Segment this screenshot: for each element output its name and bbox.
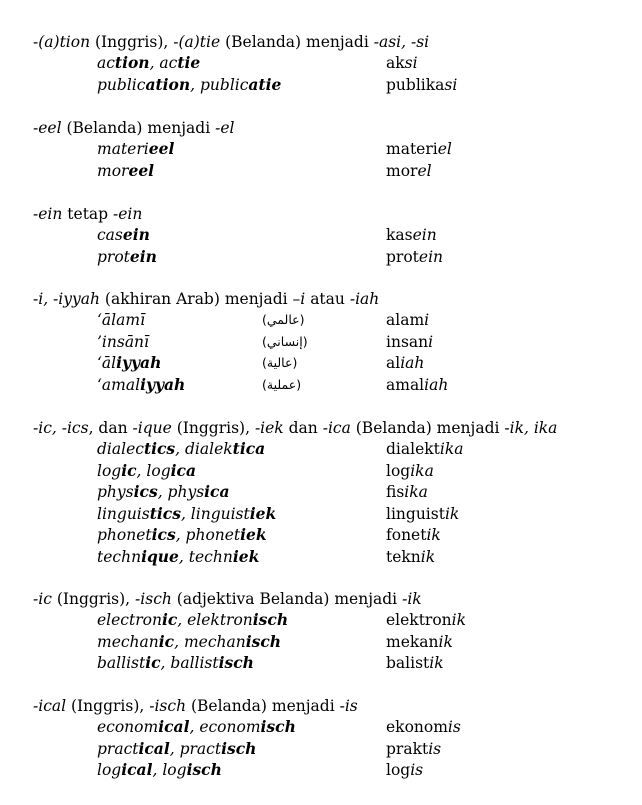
heading-text: -ein [113,205,143,223]
source-term-part: , ac [149,54,178,72]
example-row [0,760,642,780]
target-term-part: ekonom [386,718,448,736]
target-term-part: si [444,75,458,94]
source-term-part: phys [97,483,134,501]
source-term-part: isch [252,610,289,629]
target-term-part: is [410,761,424,779]
source-term-part: , econom [189,718,261,736]
target-term [386,225,437,245]
source-term [97,760,222,780]
source-term [97,461,196,481]
heading-text: (Belanda) menjadi [220,33,374,51]
source-term-part: , mechan [174,632,246,651]
example-row [0,610,642,630]
example-row [0,75,642,95]
target-term [386,161,432,181]
source-term [97,247,157,267]
target-term [386,525,441,545]
target-term-part: ik [444,504,460,523]
source-term-part: , phys [157,483,205,501]
source-term [97,53,200,73]
source-term-part: , log [136,461,171,480]
heading-text: tetap [62,205,114,223]
example-row [0,225,642,245]
source-term-part: log [97,761,122,779]
target-term [386,353,424,373]
target-term-part: al [386,354,401,372]
source-term-part: , log [152,761,187,779]
heading-text: , dan [88,419,133,437]
source-term-part: isch [260,717,296,736]
source-term-part: ics [133,482,158,501]
source-term-part: ical [138,738,170,758]
heading-text: atau [305,290,350,308]
target-term [386,439,463,459]
target-term-part: ika [410,461,434,480]
source-term-part: ica [204,482,230,501]
heading-text: -(a)tion [33,33,91,51]
target-term-part: i [428,332,434,351]
source-term-part: dialec [97,440,144,458]
rule-heading [33,118,234,138]
source-term-part: ic [158,631,175,651]
target-term-part: is [428,739,442,758]
heading-text: (Belanda) menjadi [350,419,505,437]
source-term [97,504,276,524]
heading-text: -iah [349,290,380,308]
target-term-part: i [424,311,430,329]
source-term-part: , public [190,75,249,94]
heading-text: (Inggris), [66,697,150,715]
example-row [0,504,642,524]
target-term-part: mekan [386,632,439,651]
example-row [0,353,642,373]
source-term-part: isch [218,653,254,672]
source-term [97,439,265,459]
target-term [386,75,457,95]
source-term-part: ica [170,460,196,480]
target-term-part: ik [429,654,444,672]
source-term-part: tics [143,439,176,458]
target-term-part: mor [386,161,418,180]
heading-text: (adjektiva Belanda) menjadi [171,590,403,608]
source-term [97,139,174,159]
target-term [386,247,443,267]
example-row [0,375,642,395]
target-term-part: log [386,461,411,480]
source-term-part: prot [97,247,130,266]
source-term-part: eel [128,160,155,180]
rule-heading [33,204,142,224]
source-term-part: electron [97,611,162,629]
heading-text: (Inggris), [51,590,136,608]
target-term-part: balist [386,654,430,672]
source-term [97,739,256,759]
heading-text: -is [339,697,358,715]
target-term [386,547,435,567]
heading-text: -(a)tie [173,33,221,51]
target-term-part: alam [386,311,425,329]
target-term-part: ik [438,632,453,651]
source-term-part: , elektron [177,611,253,629]
target-term-part: tekn [386,547,421,566]
heading-text: (akhiran Arab) menjadi [99,290,293,308]
target-term-part: fis [386,483,405,501]
source-term-part: ation [145,74,191,94]
source-term-part: ‘amal [97,375,141,394]
source-term-part: iyyah [116,353,162,372]
source-term-part: ‘ālamī [97,311,146,329]
target-term [386,139,452,159]
source-term-part: ical [121,760,153,779]
target-term-part: prot [386,247,419,266]
target-term-part: fonet [386,526,427,544]
target-term-part: insan [386,332,429,351]
arabic-term: (عالمي) [262,312,305,327]
source-term-part: ic [161,610,178,629]
source-term-part: eel [148,139,175,158]
heading-text: -ique [132,419,172,437]
source-term [97,75,281,95]
target-term [386,610,466,630]
source-term [97,653,254,673]
heading-text: -isch [149,697,187,715]
source-term-part: iek [240,525,267,544]
source-term-part: ’insānī [97,332,150,351]
source-term-part: techn [97,547,142,566]
target-term-part: is [447,718,461,736]
target-term [386,310,429,330]
heading-text: -ik [402,590,422,608]
rule-heading [33,418,557,438]
target-term [386,760,423,780]
target-term-part: ika [404,483,428,501]
source-term-part: , pract [169,739,222,758]
heading-text: -ein [33,205,63,223]
arabic-term: (إنساني) [262,333,308,349]
source-term [97,717,296,737]
target-term-part: el [417,161,432,180]
target-term-part: amal [386,375,425,394]
target-term-part: ik [451,611,467,629]
target-term-part: iah [400,354,425,372]
target-term-part: ik [426,526,441,544]
target-term-part: kas [386,226,413,244]
target-term-part: elektron [386,611,452,629]
target-term-part: ika [439,440,464,458]
source-term-part: isch [245,631,282,651]
target-term [386,653,444,673]
source-term-part: iyyah [140,374,186,394]
target-term [386,504,459,524]
target-term-part: si [404,54,418,72]
target-term-part: prakt [386,739,429,758]
example-row [0,653,642,673]
heading-text: -iek [254,419,284,437]
heading-text: (Inggris), [90,33,174,51]
source-term-part: ique [141,546,179,566]
example-row [0,547,642,567]
target-term [386,375,448,395]
target-term-part: publika [386,75,445,94]
source-term-part: ein [122,225,150,244]
heading-text: -eel [33,119,62,137]
source-term-part: ical [158,717,190,736]
source-term [97,225,150,245]
source-term [97,375,185,395]
source-term [97,482,230,502]
source-term [97,525,267,545]
target-term-part: materi [386,140,438,158]
source-term-part: phonet [97,526,152,544]
heading-text: -el [215,119,235,137]
source-term-part: cas [97,226,123,244]
source-term-part: mor [97,161,129,180]
source-term-part: , techn [178,547,233,566]
source-term-part: log [97,461,122,480]
source-term-part: linguis [97,504,150,523]
source-term-part: public [97,75,146,94]
heading-text: (Inggris), [171,419,255,437]
source-term-part: , linguist [180,504,250,523]
example-row [0,461,642,481]
example-row [0,53,642,73]
source-term [97,353,161,373]
target-term [386,739,441,759]
example-row [0,482,642,502]
rule-heading [33,289,379,309]
source-term-part: , dialek [175,440,233,458]
target-term-part: ein [412,226,437,244]
example-row [0,632,642,652]
heading-text: -i, -iyyah [33,290,100,308]
source-term [97,610,288,630]
source-term-part: iek [249,503,277,523]
heading-text: -isch [135,590,172,608]
source-term-part: isch [186,760,222,779]
source-term-part: tie [177,53,201,72]
heading-text: -asi, -si [373,33,430,51]
heading-text: (Belanda) menjadi [61,119,216,137]
heading-text: (Belanda) menjadi [186,697,340,715]
example-row [0,247,642,267]
target-term-part: ak [386,54,405,72]
source-term-part: , phonet [175,526,241,544]
source-term-part: econom [97,718,159,736]
source-term-part: ballist [97,654,146,672]
target-term [386,53,418,73]
source-term [97,332,149,352]
source-term-part: , ballist [160,654,219,672]
example-row [0,525,642,545]
target-term [386,332,433,352]
target-term-part: linguist [386,504,445,523]
target-term [386,461,434,481]
source-term-part: tics [149,503,181,523]
source-term [97,310,145,330]
example-row [0,439,642,459]
target-term-part: ein [418,247,444,266]
target-term [386,717,461,737]
source-term-part: ic [121,460,137,480]
rule-heading [33,589,422,609]
source-term [97,161,154,181]
arabic-term: (عملية) [262,376,302,392]
example-row [0,717,642,737]
target-term-part: iah [424,375,449,394]
target-term-part: dialekt [386,440,440,458]
example-row [0,739,642,759]
source-term [97,632,281,652]
heading-text: -ica [322,419,351,437]
heading-text: –i [292,290,306,308]
source-term-part: ‘āl [97,354,117,372]
example-row [0,139,642,159]
heading-text: dan [283,419,323,437]
source-term-part: pract [97,739,139,758]
source-term-part: ac [97,54,115,72]
arabic-term: (عالية) [262,355,298,370]
target-term-part: log [386,761,411,779]
source-term-part: ic [145,653,161,672]
source-term-part: isch [221,738,257,758]
heading-text: -ik, ika [504,419,558,437]
source-term-part: materi [97,140,149,158]
target-term-part: el [437,140,452,158]
example-row [0,310,642,330]
target-term-part: ik [420,547,436,566]
source-term-part: tion [114,53,150,72]
example-row [0,161,642,181]
source-term-part: ics [151,525,176,544]
target-term [386,632,453,652]
target-term [386,482,428,502]
heading-text: -ic [33,590,52,608]
example-row [0,332,642,352]
source-term-part: atie [248,74,282,94]
source-term-part: iek [232,546,260,566]
source-term-part: mechan [97,632,159,651]
source-term [97,547,259,567]
heading-text: -ical [33,697,67,715]
source-term-part: ein [129,246,157,266]
heading-text: -ic, -ics [33,419,89,437]
rule-heading [33,32,429,52]
source-term-part: tica [232,439,266,458]
rule-heading [33,696,358,716]
